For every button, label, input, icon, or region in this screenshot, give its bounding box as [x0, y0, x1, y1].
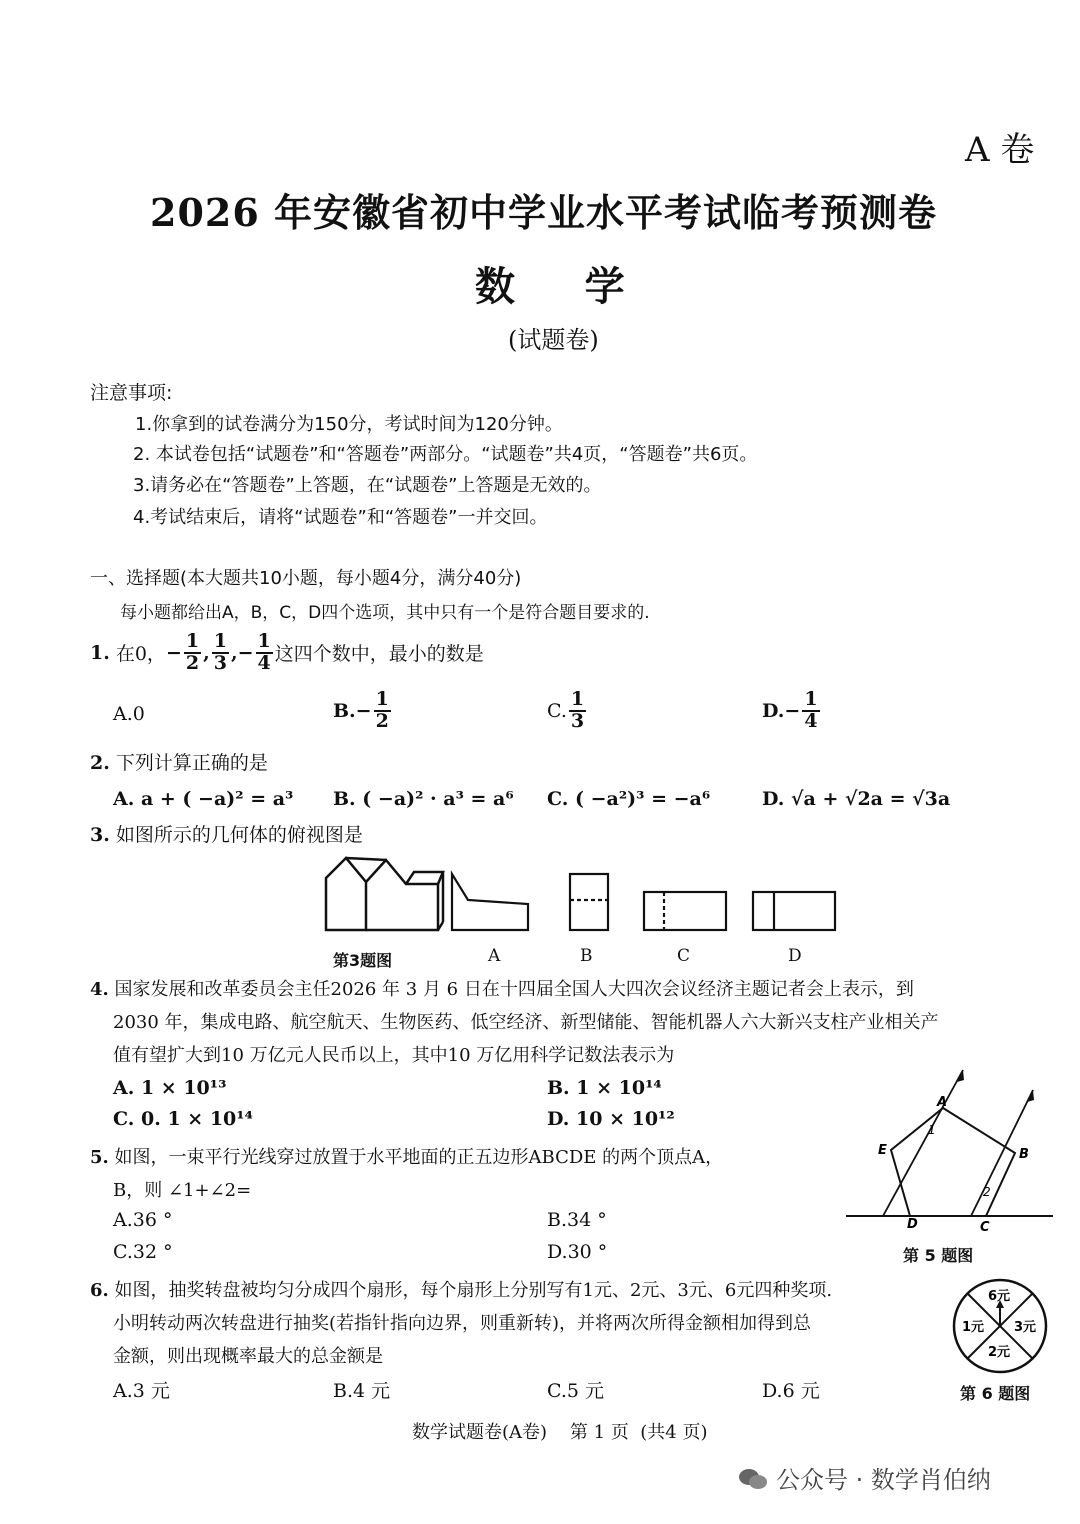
question-5-line2: B，则 ∠1+∠2=	[113, 1180, 252, 1201]
question-6-line2: 小明转动两次转盘进行抽奖(若指针指向边界，则重新转)，并将两次所得金额相加得到总	[113, 1313, 812, 1334]
q2-option-a: A. a + ( −a)² = a³	[113, 788, 294, 810]
wechat-icon	[738, 1467, 766, 1489]
q6-option-b: B.4 元	[333, 1380, 391, 1402]
q6-option-a: A.3 元	[113, 1380, 170, 1402]
point-a-label: A	[937, 1095, 948, 1110]
view-a	[452, 874, 528, 930]
notice-item: 1.你拿到的试卷满分为150分，考试时间为120分钟。	[135, 414, 563, 435]
q5-fig-caption: 第 5 题图	[903, 1246, 974, 1265]
sector-label-6: 6元	[988, 1289, 1011, 1304]
section-instruction: 每小题都给出A，B，C，D四个选项，其中只有一个是符合题目要求的.	[120, 603, 650, 623]
q1-pre: 在0，	[115, 643, 166, 666]
question-4-line2: 2030 年，集成电路、航空航天、生物医药、低空经济、新型储能、智能机器人六大新兴支柱产业相关产	[113, 1012, 939, 1033]
q5-option-c: C.32 °	[113, 1241, 173, 1263]
angle-2-label: 2	[983, 1185, 991, 1199]
arrow-b	[1027, 1090, 1034, 1102]
q1-post: 这四个数中，最小的数是	[274, 643, 484, 666]
view-c	[644, 892, 726, 930]
q5-option-b: B.34 °	[547, 1209, 607, 1231]
point-b-label: B	[1019, 1147, 1029, 1162]
question-4-stem: 4. 国家发展和改革委员会主任2026 年 3 月 6 日在十四届全国人大四次会议经济主题记者会上表示，到	[90, 979, 914, 1000]
point-d-label: D	[907, 1217, 918, 1232]
pentagon	[891, 1108, 1015, 1216]
q6-option-d: D.6 元	[762, 1380, 820, 1402]
paper-type-label: A 卷	[965, 130, 1035, 170]
view-b	[570, 874, 608, 930]
q4-option-b: B. 1 × 10¹⁴	[547, 1077, 662, 1099]
sector-label-1: 1元	[962, 1320, 985, 1335]
light-ray-a	[883, 1070, 963, 1216]
question-3-stem: 3. 如图所示的几何体的俯视图是	[90, 824, 363, 846]
subtitle: (试题卷)	[508, 326, 599, 354]
q5-pentagon-figure	[843, 1068, 1058, 1235]
subject-title: 数 学	[475, 263, 625, 310]
q6-fig-caption: 第 6 题图	[960, 1384, 1031, 1403]
q4-option-c: C. 0. 1 × 10¹⁴	[113, 1108, 253, 1130]
q3-label-a: A	[488, 946, 501, 966]
view-d	[753, 892, 835, 930]
solid-figure	[326, 858, 443, 930]
question-6-stem: 6. 如图，抽奖转盘被均匀分成四个扇形，每个扇形上分别写有1元、2元、3元、6元四种奖项.	[90, 1280, 833, 1301]
question-5-stem: 5. 如图，一束平行光线穿过放置于水平地面的正五边形ABCDE 的两个顶点A，	[90, 1147, 724, 1168]
q1-sign-3: −	[237, 641, 254, 664]
q6-option-c: C.5 元	[547, 1380, 605, 1402]
sector-label-2: 2元	[988, 1345, 1011, 1360]
question-1-stem: 1. 在0， − $\frac{1}{2}$ , $\frac{1}{3}$ , − $\frac{1}{4}$ 这四个数中，最小的数是	[90, 630, 484, 674]
q2-option-b: B. ( −a)² · a³ = a⁶	[333, 788, 514, 810]
sector-label-3: 3元	[1014, 1320, 1037, 1335]
q3-figures	[318, 852, 858, 942]
notice-item: 3.请务必在“答题卷”上答题，在“试题卷”上答题是无效的。	[133, 475, 602, 496]
watermark: 公众号 · 数学肖伯纳	[738, 1460, 991, 1495]
q4-option-d: D. 10 × 10¹²	[547, 1108, 675, 1130]
q5-option-a: A.36 °	[113, 1209, 173, 1231]
page-footer: 数学试题卷(A卷) 第 1 页 (共4 页)	[412, 1422, 708, 1443]
question-number: 1.	[90, 641, 110, 664]
arrow-a	[957, 1070, 964, 1082]
q1-option-a: A.0	[113, 703, 145, 725]
point-e-label: E	[878, 1143, 887, 1158]
question-4-line3: 值有望扩大到10 万亿元人民币以上，其中10 万亿用科学记数法表示为	[113, 1045, 675, 1066]
q1-fraction-2: $\frac{1}{3}$	[213, 630, 227, 674]
angle-1-label: 1	[928, 1123, 936, 1137]
notice-heading: 注意事项:	[90, 382, 173, 404]
q1-sign-1: −	[165, 641, 182, 664]
q6-spinner-figure	[950, 1276, 1050, 1376]
question-2-stem: 2. 下列计算正确的是	[90, 752, 268, 774]
q1-fraction-1: $\frac{1}{2}$	[185, 630, 200, 674]
q1-fraction-3: $\frac{1}{4}$	[257, 630, 271, 674]
notice-item: 2. 本试卷包括“试题卷”和“答题卷”两部分。“试题卷”共4页，“答题卷”共6页。	[133, 444, 758, 465]
q3-label-d: D	[788, 946, 802, 966]
q2-option-d: D. √a + √2a = √3a	[762, 788, 951, 810]
q1-option-b: B.− $\frac{1}{2}$	[333, 688, 389, 732]
q3-label-b: B	[580, 946, 593, 966]
q3-label-c: C	[677, 946, 691, 966]
q5-option-d: D.30 °	[547, 1241, 608, 1263]
q1-option-c: C. $\frac{1}{3}$	[547, 688, 585, 732]
notice-item: 4.考试结束后，请将“试题卷”和“答题卷”一并交回。	[133, 507, 548, 528]
question-6-line3: 金额，则出现概率最大的总金额是	[113, 1346, 383, 1367]
section-heading: 一、选择题(本大题共10小题，每小题4分，满分40分)	[90, 568, 522, 589]
point-c-label: C	[980, 1220, 990, 1235]
q1-option-d: D.− $\frac{1}{4}$	[762, 688, 818, 732]
exam-title: 2026 年安徽省初中学业水平考试临考预测卷	[150, 190, 937, 235]
q3-fig-caption: 第3题图	[333, 951, 393, 970]
q4-option-a: A. 1 × 10¹³	[113, 1077, 227, 1099]
q2-option-c: C. ( −a²)³ = −a⁶	[547, 788, 711, 810]
